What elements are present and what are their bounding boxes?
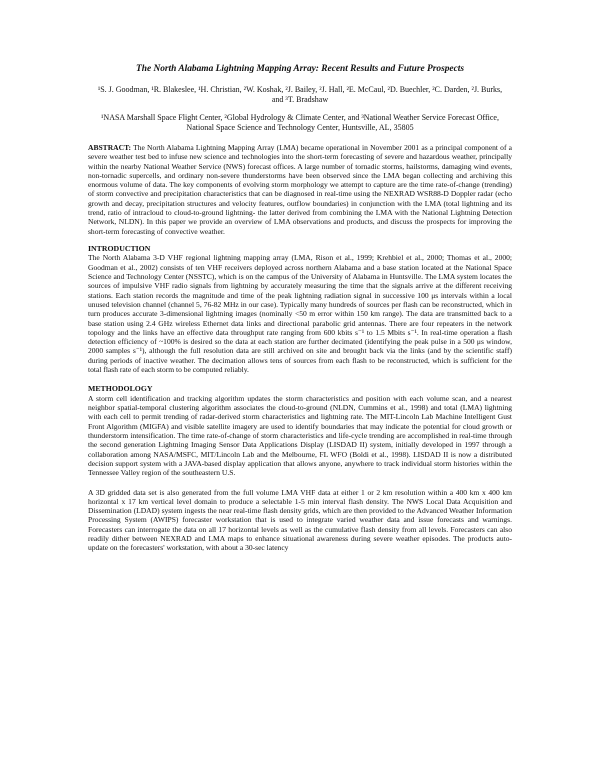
introduction-heading: INTRODUCTION [88,243,151,253]
abstract-label: ABSTRACT: [88,143,132,152]
abstract-text: The North Alabama Lightning Mapping Array (LMA) became operational in November 2001 as a principal component of a severe weather test bed to infuse new science and technologies into the short-term forecasting of severe and hazardous weather, principally within the nearby National Weather Service (NWS) forecast offices. A large number of tornadic storms, hailstorms, damaging wind events, non-tornadic supercells, and ordinary non-severe thunderstorms have been observed since the LMA began collecting and archiving this enormous volume of data. The key components of evolving storm morphology we attempt to capture are the time rate-of-change (trending) of storm convective and precipitation characteristics that can be diagnosed in real-time using the NEXRAD WSR88-D Doppler radar (echo growth and decay, precipitation structures and velocity features, outflow boundaries) in conjunction with the LMA (total lightning and its trend, ratio of intracloud to cloud-to-ground lightning- the latter derived from combining the LMA with the National Lightning Detection Network, NLDN). In this paper we provide an overview of LMA observations and products, and discuss the prospects for improving the short-term forecasting of convective weather. [88,143,512,236]
introduction-text: The North Alabama 3-D VHF regional lightning mapping array (LMA, Rison et al., 1999; Krehbiel et al., 2000; Thomas et al., 2000; Goodman et al., 2002) consists of ten VHF receivers deployed across northern Alabama and a base station located at the National Space Science and Technology Center (NSSTC), which is on the campus of the University of Alabama in Huntsville. The LMA system locates the sources of impulsive VHF radio signals from lightning by accurately measuring the time that the signals arrive at the different receiving stations. Each station records the magnitude and time of the peak lightning radiation signal in successive 100 μs intervals within a local unused television channel (channel 5, 76-82 MHz in our case). Typically many hundreds of sources per flash can be reconstructed, which in turn produces accurate 3-dimensional lightning images (nominally <50 m error within 150 km range). The data are transmitted back to a base station using 2.4 GHz wireless Ethernet data links and directional parabolic grid antennas. There are four repeaters in the network topology and the links have an effective data throughput rate ranging from 600 kbits s⁻¹ to 1.5 Mbits s⁻¹. In real-time operation a flash detection efficiency of ~100% is desired so the data at each station are further decimated (identifying the peak pulse in a 500 μs window, 2000 samples s⁻¹), although the full resolution data are still archived on site and brought back via the links (and by the scientific staff) during periods of inactive weather. The decimation allows tens of sources from each flash to be reconstructed, which is sufficient for the total flash rate of each storm to be computed reliably. [88,253,512,375]
methodology-section [88,384,512,552]
paper-content [88,64,512,563]
abstract [88,143,512,236]
methodology-paragraph-2: A 3D gridded data set is also generated from the full volume LMA VHF data at either 1 or 2 km resolution within a 400 km x 400 km horizontal x 17 km vertical level domain to produce a selectable 1-5 min interval flash density. The NWS Local Data Acquisition and Dissemination (LDAD) system ingests the near real-time flash density grids, which are then provided to the Advanced Weather Information Processing System (AWIPS) forecaster workstation that is used to integrate varied weather data and issue forecasts and warnings. Forecasters can interrogate the data on all 17 horizontal levels as well as the cumulative flash density from all levels. Forecasters can also readily dither between NEXRAD and LMA maps to enhance situational awareness during severe weather episodes. The products auto-update on the forecasters' workstation, with about a 30-sec latency [88,487,512,553]
author-list: ¹S. J. Goodman, ¹R. Blakeslee, ¹H. Christian, ²W. Koshak, ²J. Bailey, ²J. Hall, ²E. McCaul, ²D. Buechler, ²C. Darden, ²J. Burks, and ³T. Bradshaw [97,85,503,104]
methodology-heading: METHODOLOGY [88,384,153,394]
methodology-paragraph-1: A storm cell identification and tracking algorithm updates the storm characteristics and position with each volume scan, and a nearest neighbor spatial-temporal clustering algorithm associates the cloud-to-ground (NLDN, Cummins et al., 1998) and total (LMA) lightning with each cell to permit trending of radar-derived storm characteristics and lightning rate. The MIT-Lincoln Lab Machine Intelligent Gust Front Algorithm (MIGFA) and visible satellite imagery are used to identify boundaries that may indicate the potential for cloud growth or thunderstorm intensification. The time rate-of-change of storm characteristics and life-cycle trending are accomplished in real-time through the second generation Lightning Imaging Sensor Data Applications Display (LISDAD II) system, initially developed in 1997 through a collaboration among NASA/MSFC, MIT/Lincoln Lab and the Melbourne, FL WFO (Boldi et al., 1998). LISDAD II is now a distributed decision support system with a JAVA-based display application that allows anyone, anywhere to track individual storm histories within the Tennessee Valley region of the southeastern U.S. [88,393,512,478]
paper-title: The North Alabama Lightning Mapping Array: Recent Results and Future Prospects [136,64,464,74]
affiliations: ¹NASA Marshall Space Flight Center, ²Global Hydrology & Climate Center, and ³National Weather Service Forecast Office, National Space Science and Technology Center, Huntsville, AL, 35805 [101,113,499,132]
introduction-section [88,244,512,374]
